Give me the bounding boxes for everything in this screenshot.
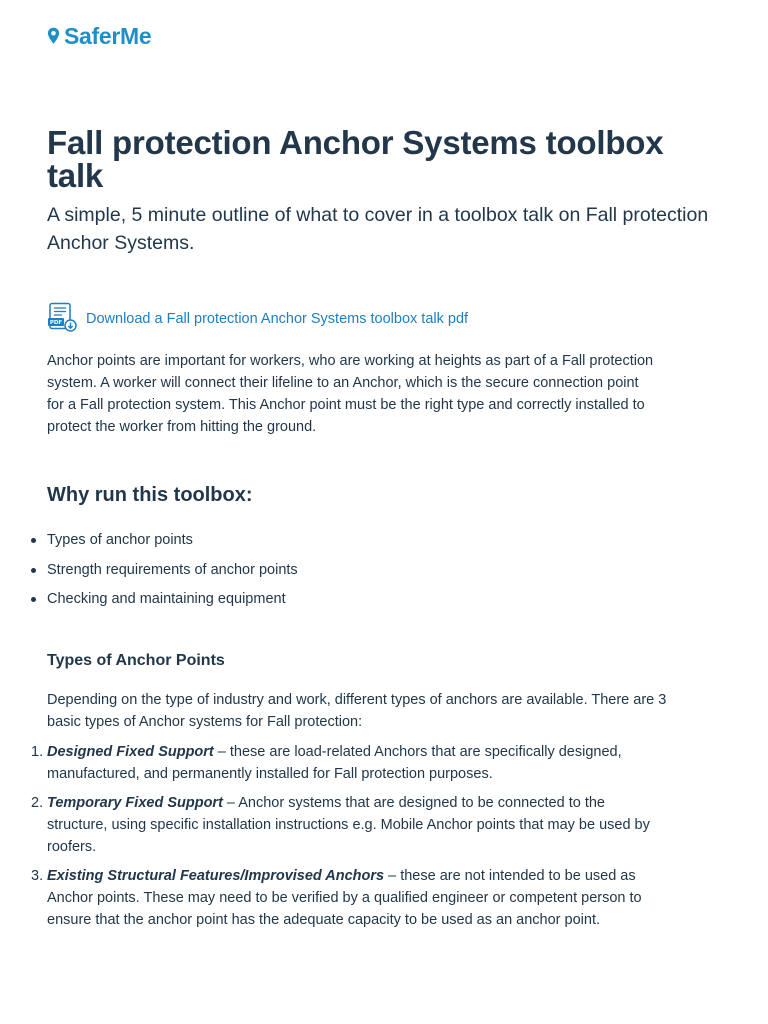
page-subtitle: A simple, 5 minute outline of what to cover in a toolbox talk on Fall protection Anchor Systems. — [47, 204, 709, 254]
list-item: Types of anchor points — [47, 529, 298, 559]
list-item — [31, 741, 652, 785]
list-number: 2. — [31, 795, 44, 811]
types-intro-paragraph: Depending on the type of industry and work, different types of anchors are available. There are 3 basic types of Anchor systems for Fall protection: — [47, 692, 667, 730]
list-number: 1. — [31, 744, 44, 760]
list-item — [31, 792, 652, 858]
page-title: Fall protection Anchor Systems toolbox talk — [47, 124, 664, 194]
svg-text:PDF: PDF — [49, 320, 63, 327]
type-term: Temporary Fixed Support — [47, 795, 223, 811]
download-pdf-row[interactable] — [47, 302, 468, 337]
types-heading: Types of Anchor Points — [47, 652, 225, 669]
types-list — [31, 741, 652, 938]
list-item: Checking and maintaining equipment — [47, 588, 298, 618]
type-description: – Anchor systems that are designed to be connected to the structure, using specific installation instructions e.g. Mobile Anchor points that may be used by roofers. — [47, 795, 650, 855]
list-item: Strength requirements of anchor points — [47, 559, 298, 589]
brand-name: SaferMe — [64, 23, 152, 49]
type-term: Designed Fixed Support — [47, 744, 214, 760]
type-term: Existing Structural Features/Improvised Anchors — [47, 868, 385, 884]
saferme-logo[interactable] — [47, 24, 151, 48]
download-pdf-link[interactable]: Download a Fall protection Anchor Systems toolbox talk pdf — [86, 310, 469, 327]
type-description: – these are load-related Anchors that are specifically designed, manufactured, and permanently installed for Fall protection purposes. — [47, 744, 622, 782]
intro-paragraph: Anchor points are important for workers, who are working at heights as part of a Fall protection system. A worker will connect their lifeline to an Anchor, which is the secure connection point for a Fall protection system. This Anchor point must be the right type and correctly installed to protect the worker from hitting the ground. — [47, 353, 654, 435]
why-heading: Why run this toolbox: — [47, 484, 253, 506]
list-item — [31, 865, 652, 931]
type-description: – these are not intended to be used as Anchor points. These may need to be verified by a qualified engineer or competent person to ensure that the anchor point has the adequate capacity to be used as an anchor point. — [47, 868, 642, 928]
pdf-document-icon — [47, 302, 77, 337]
location-pin-icon — [47, 27, 60, 45]
why-list — [47, 529, 298, 618]
list-number: 3. — [31, 868, 44, 884]
